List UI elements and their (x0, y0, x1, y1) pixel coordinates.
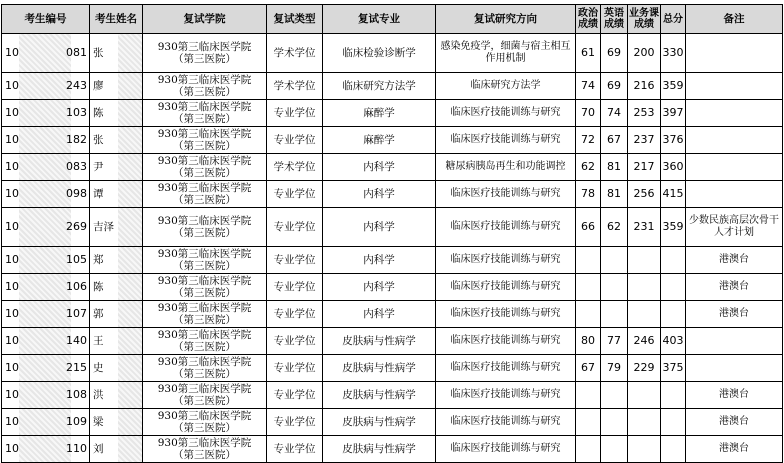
type-cell: 专业学位 (267, 274, 323, 301)
id-end: 215 (66, 361, 87, 374)
id-start: 10 (5, 361, 19, 374)
id-cell (2, 274, 90, 301)
english-cell: 81 (601, 154, 628, 181)
id-cell (2, 382, 90, 409)
type-cell: 专业学位 (267, 382, 323, 409)
header-id: 考生编号 (2, 5, 90, 34)
id-start: 10 (5, 133, 19, 146)
english-cell (601, 436, 628, 463)
name-cell (90, 247, 143, 274)
major-cell: 内科学 (323, 274, 436, 301)
id-start: 10 (5, 415, 19, 428)
name-visible: 洪 (93, 389, 104, 401)
type-cell: 学术学位 (267, 73, 323, 100)
id-start: 10 (5, 187, 19, 200)
note-cell (686, 100, 783, 127)
college-cell (143, 127, 267, 154)
major-cell: 内科学 (323, 154, 436, 181)
college-name: 930第三临床医学院 (157, 182, 252, 194)
direction-cell: 临床研究方法学 (436, 73, 576, 100)
redaction-mask (19, 181, 71, 207)
college-hospital: （第三医院） (173, 260, 236, 272)
college-cell (143, 73, 267, 100)
id-end: 108 (66, 388, 87, 401)
id-cell (2, 154, 90, 181)
table-row (2, 208, 783, 247)
table-row (2, 73, 783, 100)
name-visible: 刘 (93, 443, 104, 455)
redaction-mask (118, 247, 142, 273)
business-cell (628, 274, 661, 301)
name-cell (90, 154, 143, 181)
english-cell: 79 (601, 355, 628, 382)
college-cell (143, 355, 267, 382)
direction-cell: 临床医疗技能训练与研究 (436, 301, 576, 328)
business-cell: 229 (628, 355, 661, 382)
major-cell: 临床研究方法学 (323, 73, 436, 100)
politics-cell: 78 (576, 181, 601, 208)
note-cell (686, 154, 783, 181)
business-cell: 246 (628, 328, 661, 355)
table-row (2, 409, 783, 436)
name-visible: 吉泽 (93, 221, 114, 233)
name-cell (90, 181, 143, 208)
college-name: 930第三临床医学院 (157, 356, 252, 368)
college-cell (143, 154, 267, 181)
politics-cell (576, 274, 601, 301)
table-row (2, 328, 783, 355)
english-cell: 69 (601, 73, 628, 100)
college-hospital: （第三医院） (173, 113, 236, 125)
total-cell: 360 (661, 154, 686, 181)
id-cell (2, 208, 90, 247)
id-end: 106 (66, 280, 87, 293)
direction-cell: 临床医疗技能训练与研究 (436, 409, 576, 436)
college-name: 930第三临床医学院 (157, 437, 252, 449)
name-visible: 史 (93, 362, 104, 374)
note-cell (686, 355, 783, 382)
redaction-mask (19, 355, 71, 381)
college-hospital: （第三医院） (173, 167, 236, 179)
english-cell: 81 (601, 181, 628, 208)
name-cell (90, 274, 143, 301)
business-cell: 216 (628, 73, 661, 100)
id-start: 10 (5, 442, 19, 455)
redaction-mask (19, 247, 71, 273)
college-hospital: （第三医院） (173, 422, 236, 434)
politics-cell: 61 (576, 34, 601, 73)
redaction-mask (118, 409, 142, 435)
politics-cell (576, 436, 601, 463)
total-cell (661, 247, 686, 274)
id-cell (2, 181, 90, 208)
note-cell (686, 127, 783, 154)
english-cell: 62 (601, 208, 628, 247)
college-hospital: （第三医院） (173, 194, 236, 206)
english-cell (601, 247, 628, 274)
note-cell (686, 73, 783, 100)
redaction-mask (118, 34, 142, 72)
id-end: 109 (66, 415, 87, 428)
college-name: 930第三临床医学院 (157, 101, 252, 113)
id-cell (2, 301, 90, 328)
business-cell: 217 (628, 154, 661, 181)
name-visible: 梁 (93, 416, 104, 428)
type-cell: 专业学位 (267, 328, 323, 355)
college-name: 930第三临床医学院 (157, 329, 252, 341)
redaction-mask (118, 328, 142, 354)
college-cell (143, 208, 267, 247)
id-end: 182 (66, 133, 87, 146)
major-cell: 麻醉学 (323, 127, 436, 154)
id-start: 10 (5, 253, 19, 266)
redaction-mask (19, 73, 71, 99)
note-cell: 港澳台 (686, 301, 783, 328)
direction-cell: 临床医疗技能训练与研究 (436, 436, 576, 463)
type-cell: 专业学位 (267, 409, 323, 436)
name-visible: 廖 (93, 80, 104, 92)
redaction-mask (19, 274, 71, 300)
name-visible: 陈 (93, 281, 104, 293)
redaction-mask (118, 301, 142, 327)
table-row (2, 436, 783, 463)
total-cell: 359 (661, 208, 686, 247)
major-cell: 皮肤病与性病学 (323, 382, 436, 409)
type-cell: 专业学位 (267, 100, 323, 127)
id-start: 10 (5, 106, 19, 119)
business-cell: 200 (628, 34, 661, 73)
redaction-mask (118, 100, 142, 126)
politics-cell (576, 301, 601, 328)
table-row (2, 154, 783, 181)
name-cell (90, 301, 143, 328)
major-cell: 麻醉学 (323, 100, 436, 127)
english-cell: 77 (601, 328, 628, 355)
redaction-mask (19, 100, 71, 126)
id-cell (2, 247, 90, 274)
name-visible: 张 (93, 47, 104, 59)
college-name: 930第三临床医学院 (157, 128, 252, 140)
politics-cell: 67 (576, 355, 601, 382)
college-hospital: （第三医院） (173, 86, 236, 98)
college-hospital: （第三医院） (173, 53, 236, 65)
business-cell (628, 247, 661, 274)
college-name: 930第三临床医学院 (157, 74, 252, 86)
redaction-mask (19, 328, 71, 354)
id-end: 243 (66, 79, 87, 92)
business-cell (628, 409, 661, 436)
total-cell (661, 301, 686, 328)
id-cell (2, 436, 90, 463)
major-cell: 皮肤病与性病学 (323, 355, 436, 382)
total-cell: 397 (661, 100, 686, 127)
id-end: 103 (66, 106, 87, 119)
type-cell: 学术学位 (267, 34, 323, 73)
business-cell (628, 301, 661, 328)
table-row (2, 274, 783, 301)
college-cell (143, 328, 267, 355)
major-cell: 皮肤病与性病学 (323, 436, 436, 463)
table-row (2, 301, 783, 328)
direction-cell: 临床医疗技能训练与研究 (436, 208, 576, 247)
note-cell: 少数民族高层次骨干人才计划 (686, 208, 783, 247)
english-cell (601, 274, 628, 301)
business-cell (628, 436, 661, 463)
politics-cell: 72 (576, 127, 601, 154)
politics-cell: 62 (576, 154, 601, 181)
id-cell (2, 34, 90, 73)
type-cell: 专业学位 (267, 355, 323, 382)
header-business: 业务课成绩 (628, 5, 661, 34)
direction-cell: 临床医疗技能训练与研究 (436, 181, 576, 208)
college-name: 930第三临床医学院 (157, 41, 252, 53)
name-cell (90, 127, 143, 154)
major-cell: 内科学 (323, 301, 436, 328)
direction-cell: 临床医疗技能训练与研究 (436, 100, 576, 127)
note-cell (686, 34, 783, 73)
id-end: 107 (66, 307, 87, 320)
major-cell: 内科学 (323, 247, 436, 274)
redaction-mask (19, 382, 71, 408)
redaction-mask (19, 409, 71, 435)
id-start: 10 (5, 160, 19, 173)
total-cell: 403 (661, 328, 686, 355)
english-cell: 67 (601, 127, 628, 154)
id-end: 140 (66, 334, 87, 347)
direction-cell: 临床医疗技能训练与研究 (436, 382, 576, 409)
redaction-mask (118, 73, 142, 99)
college-name: 930第三临床医学院 (157, 410, 252, 422)
table-row (2, 127, 783, 154)
total-cell (661, 382, 686, 409)
id-end: 083 (66, 160, 87, 173)
id-cell (2, 355, 90, 382)
id-cell (2, 409, 90, 436)
name-cell (90, 436, 143, 463)
admission-table (1, 4, 783, 463)
politics-cell: 70 (576, 100, 601, 127)
table-row (2, 247, 783, 274)
note-cell: 港澳台 (686, 274, 783, 301)
header-row (2, 5, 783, 34)
college-hospital: （第三医院） (173, 341, 236, 353)
redaction-mask (19, 127, 71, 153)
id-end: 105 (66, 253, 87, 266)
id-start: 10 (5, 46, 19, 59)
name-cell (90, 208, 143, 247)
header-total: 总分 (661, 5, 686, 34)
redaction-mask (19, 34, 71, 72)
total-cell: 359 (661, 73, 686, 100)
name-cell (90, 382, 143, 409)
major-cell: 临床检验诊断学 (323, 34, 436, 73)
politics-cell (576, 409, 601, 436)
id-start: 10 (5, 79, 19, 92)
direction-cell: 感染免疫学，细菌与宿主相互作用机制 (436, 34, 576, 73)
id-end: 269 (66, 220, 87, 233)
college-cell (143, 301, 267, 328)
college-name: 930第三临床医学院 (157, 383, 252, 395)
college-name: 930第三临床医学院 (157, 248, 252, 260)
type-cell: 专业学位 (267, 436, 323, 463)
college-hospital: （第三医院） (173, 449, 236, 461)
redaction-mask (118, 208, 142, 246)
name-cell (90, 409, 143, 436)
college-cell (143, 181, 267, 208)
name-visible: 谭 (93, 188, 104, 200)
business-cell: 253 (628, 100, 661, 127)
redaction-mask (118, 181, 142, 207)
id-end: 110 (66, 442, 87, 455)
id-start: 10 (5, 388, 19, 401)
type-cell: 专业学位 (267, 301, 323, 328)
college-cell (143, 409, 267, 436)
name-visible: 张 (93, 134, 104, 146)
college-hospital: （第三医院） (173, 287, 236, 299)
id-cell (2, 73, 90, 100)
total-cell: 375 (661, 355, 686, 382)
table-row (2, 100, 783, 127)
id-cell (2, 328, 90, 355)
english-cell: 69 (601, 34, 628, 73)
major-cell: 皮肤病与性病学 (323, 328, 436, 355)
redaction-mask (118, 274, 142, 300)
college-hospital: （第三医院） (173, 227, 236, 239)
direction-cell: 临床医疗技能训练与研究 (436, 328, 576, 355)
major-cell: 内科学 (323, 208, 436, 247)
id-cell (2, 100, 90, 127)
college-cell (143, 274, 267, 301)
type-cell: 专业学位 (267, 247, 323, 274)
type-cell: 专业学位 (267, 127, 323, 154)
direction-cell: 临床医疗技能训练与研究 (436, 355, 576, 382)
college-name: 930第三临床医学院 (157, 275, 252, 287)
name-visible: 尹 (93, 161, 104, 173)
politics-cell: 80 (576, 328, 601, 355)
redaction-mask (118, 127, 142, 153)
major-cell: 皮肤病与性病学 (323, 409, 436, 436)
politics-cell: 66 (576, 208, 601, 247)
politics-cell: 74 (576, 73, 601, 100)
politics-cell (576, 382, 601, 409)
college-hospital: （第三医院） (173, 140, 236, 152)
business-cell (628, 382, 661, 409)
major-cell: 内科学 (323, 181, 436, 208)
redaction-mask (118, 355, 142, 381)
note-cell (686, 181, 783, 208)
business-cell: 237 (628, 127, 661, 154)
redaction-mask (19, 436, 71, 462)
note-cell: 港澳台 (686, 382, 783, 409)
total-cell: 415 (661, 181, 686, 208)
name-cell (90, 34, 143, 73)
total-cell: 330 (661, 34, 686, 73)
college-name: 930第三临床医学院 (157, 302, 252, 314)
college-hospital: （第三医院） (173, 395, 236, 407)
table-row (2, 382, 783, 409)
direction-cell: 临床医疗技能训练与研究 (436, 127, 576, 154)
redaction-mask (118, 382, 142, 408)
college-name: 930第三临床医学院 (157, 155, 252, 167)
total-cell (661, 409, 686, 436)
total-cell: 376 (661, 127, 686, 154)
note-cell: 港澳台 (686, 436, 783, 463)
total-cell (661, 274, 686, 301)
table-row (2, 181, 783, 208)
name-visible: 郑 (93, 254, 104, 266)
redaction-mask (19, 154, 71, 180)
type-cell: 学术学位 (267, 154, 323, 181)
politics-cell (576, 247, 601, 274)
type-cell: 专业学位 (267, 208, 323, 247)
college-cell (143, 436, 267, 463)
id-start: 10 (5, 220, 19, 233)
college-hospital: （第三医院） (173, 314, 236, 326)
header-college: 复试学院 (143, 5, 267, 34)
id-cell (2, 127, 90, 154)
english-cell: 74 (601, 100, 628, 127)
id-end: 098 (66, 187, 87, 200)
business-cell: 231 (628, 208, 661, 247)
college-cell (143, 382, 267, 409)
id-start: 10 (5, 334, 19, 347)
table-row (2, 355, 783, 382)
college-cell (143, 100, 267, 127)
header-note: 备注 (686, 5, 783, 34)
name-visible: 王 (93, 335, 104, 347)
english-cell (601, 382, 628, 409)
header-direction: 复试研究方向 (436, 5, 576, 34)
redaction-mask (118, 154, 142, 180)
header-english: 英语成绩 (601, 5, 628, 34)
name-cell (90, 100, 143, 127)
college-cell (143, 247, 267, 274)
header-name: 考生姓名 (90, 5, 143, 34)
header-major: 复试专业 (323, 5, 436, 34)
total-cell (661, 436, 686, 463)
redaction-mask (19, 208, 71, 246)
note-cell (686, 328, 783, 355)
redaction-mask (118, 436, 142, 462)
id-start: 10 (5, 307, 19, 320)
college-cell (143, 34, 267, 73)
name-cell (90, 355, 143, 382)
type-cell: 专业学位 (267, 181, 323, 208)
table-row (2, 34, 783, 73)
direction-cell: 糖尿病胰岛再生和功能调控 (436, 154, 576, 181)
name-visible: 陈 (93, 107, 104, 119)
name-cell (90, 73, 143, 100)
id-start: 10 (5, 280, 19, 293)
english-cell (601, 409, 628, 436)
name-visible: 郭 (93, 308, 104, 320)
header-politics: 政治成绩 (576, 5, 601, 34)
header-type: 复试类型 (267, 5, 323, 34)
english-cell (601, 301, 628, 328)
business-cell: 256 (628, 181, 661, 208)
direction-cell: 临床医疗技能训练与研究 (436, 247, 576, 274)
note-cell: 港澳台 (686, 247, 783, 274)
id-end: 081 (66, 46, 87, 59)
redaction-mask (19, 301, 71, 327)
college-name: 930第三临床医学院 (157, 215, 252, 227)
name-cell (90, 328, 143, 355)
college-hospital: （第三医院） (173, 368, 236, 380)
note-cell: 港澳台 (686, 409, 783, 436)
direction-cell: 临床医疗技能训练与研究 (436, 274, 576, 301)
